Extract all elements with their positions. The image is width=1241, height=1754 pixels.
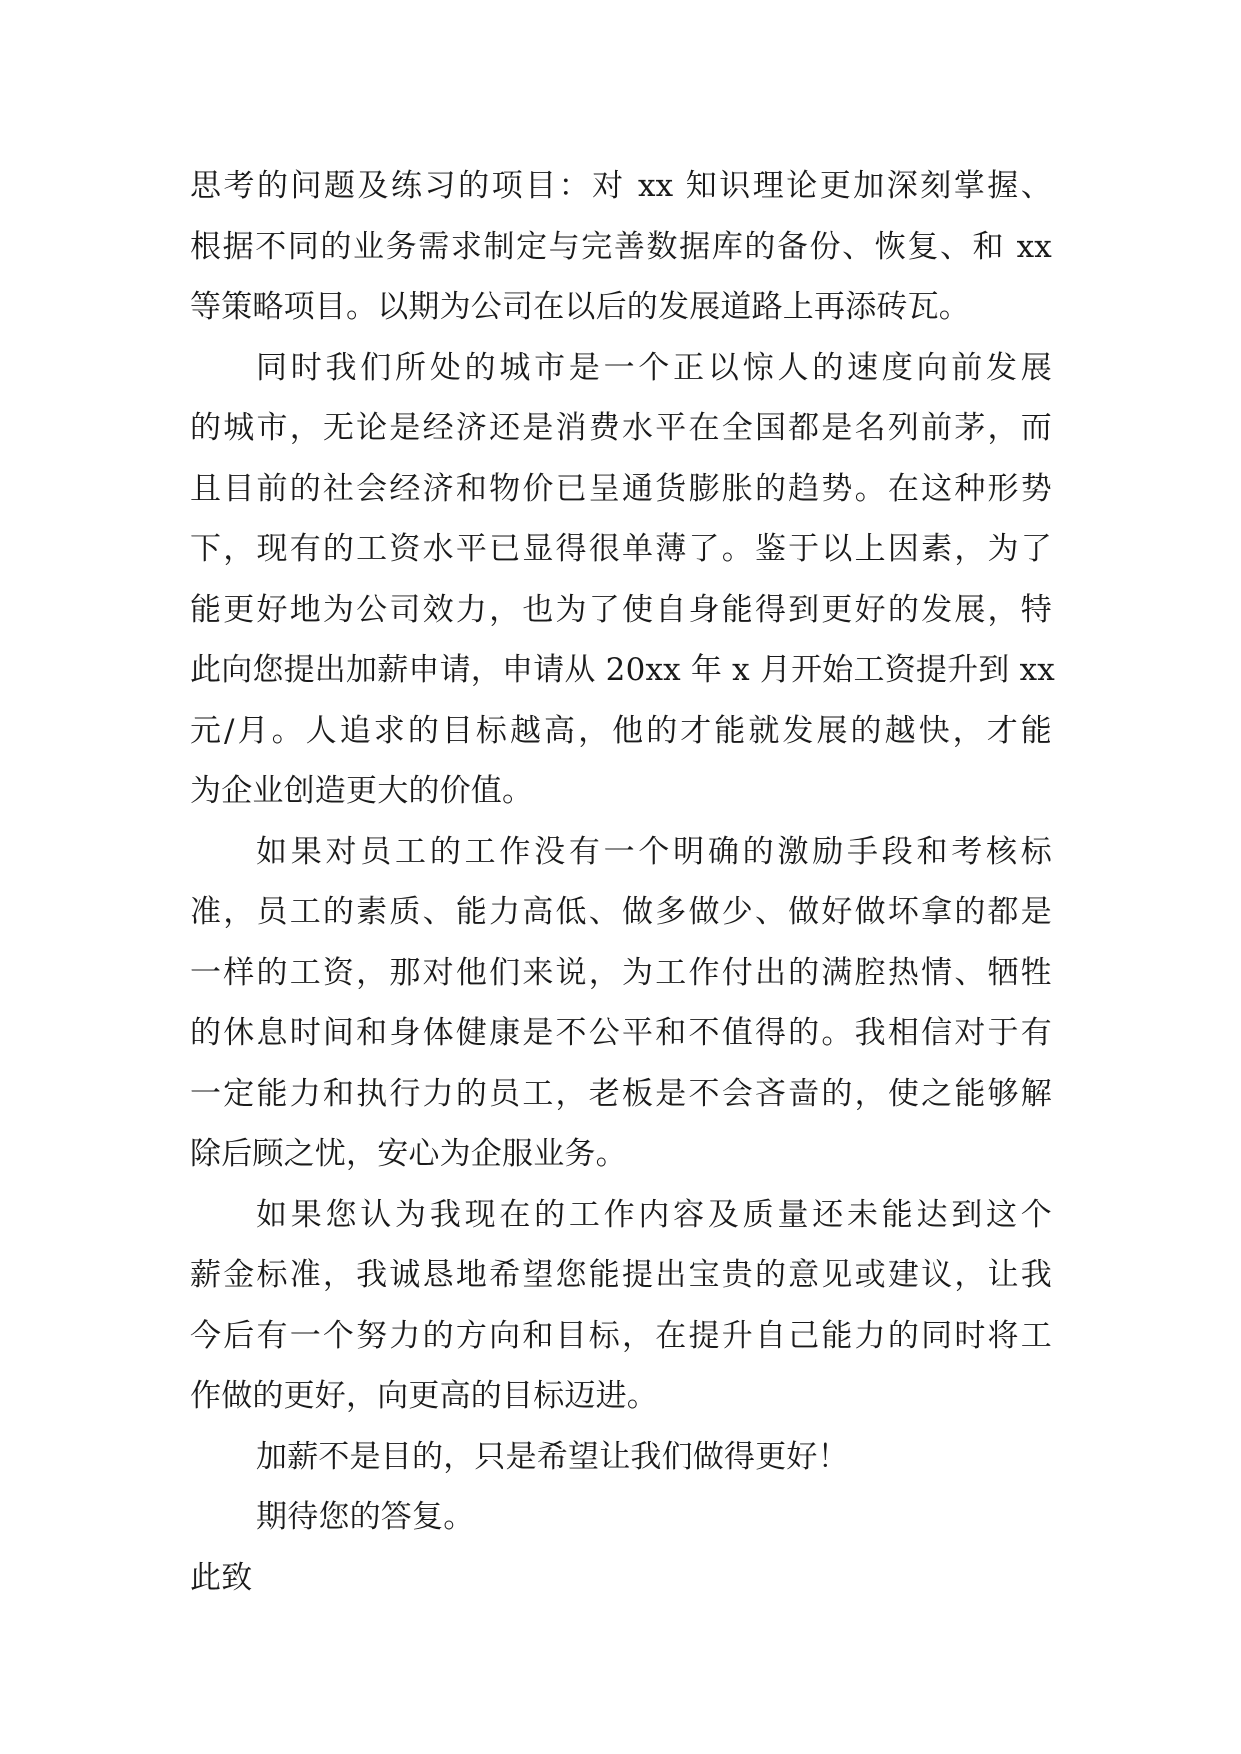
text-line: 的城市，无论是经济还是消费水平在全国都是名列前茅，而 [190,410,1052,446]
text-line: 根据不同的业务需求制定与完善数据库的备份、恢复、和 xx [190,228,1052,265]
text-line: 思考的问题及练习的项目：对 xx 知识理论更加深刻掌握、 [190,168,1052,204]
text-line: 为企业创造更大的价值。 [190,773,534,809]
text-line: 同时我们所处的城市是一个正以惊人的速度向前发展 [256,349,1052,386]
text-line: 一定能力和执行力的员工，老板是不会吝啬的，使之能够解 [190,1075,1052,1112]
letter-body [190,156,1055,1608]
text-line: 一样的工资，那对他们来说，为工作付出的满腔热情、牺牲 [190,954,1052,991]
text-line: 准，员工的素质、能力高低、做多做少、做好做坏拿的都是 [190,894,1052,930]
text-line: 今后有一个努力的方向和目标，在提升自己能力的同时将工 [190,1317,1052,1354]
text-line: 期待您的答复。 [256,1499,475,1535]
text-line: 加薪不是目的，只是希望让我们做得更好！ [256,1438,849,1475]
text-line: 等策略项目。以期为公司在以后的发展道路上再添砖瓦。 [190,289,970,325]
text-line: 下，现有的工资水平已显得很单薄了。鉴于以上因素，为了 [190,531,1052,567]
text-line: 如果您认为我现在的工作内容及质量还未能达到这个 [256,1196,1052,1233]
text-line: 作做的更好，向更高的目标迈进。 [190,1378,658,1414]
text-line: 的休息时间和身体健康是不公平和不值得的。我相信对于有 [190,1015,1052,1051]
text-line: 元/月。人追求的目标越高，他的才能就发展的越快，才能 [190,712,1052,749]
text-line: 如果对员工的工作没有一个明确的激励手段和考核标 [256,833,1052,870]
text-line: 能更好地为公司效力，也为了使自身能得到更好的发展，特 [190,591,1052,628]
closing-salutation: 此致 [190,1559,253,1596]
text-line: 此向您提出加薪申请，申请从 20xx 年 x 月开始工资提升到 xx [190,652,1055,688]
text-line: 且目前的社会经济和物价已呈通货膨胀的趋势。在这种形势 [190,470,1052,507]
text-line: 除后顾之忧，安心为企服业务。 [190,1136,627,1172]
text-line: 薪金标准，我诚恳地希望您能提出宝贵的意见或建议，让我 [190,1257,1052,1293]
